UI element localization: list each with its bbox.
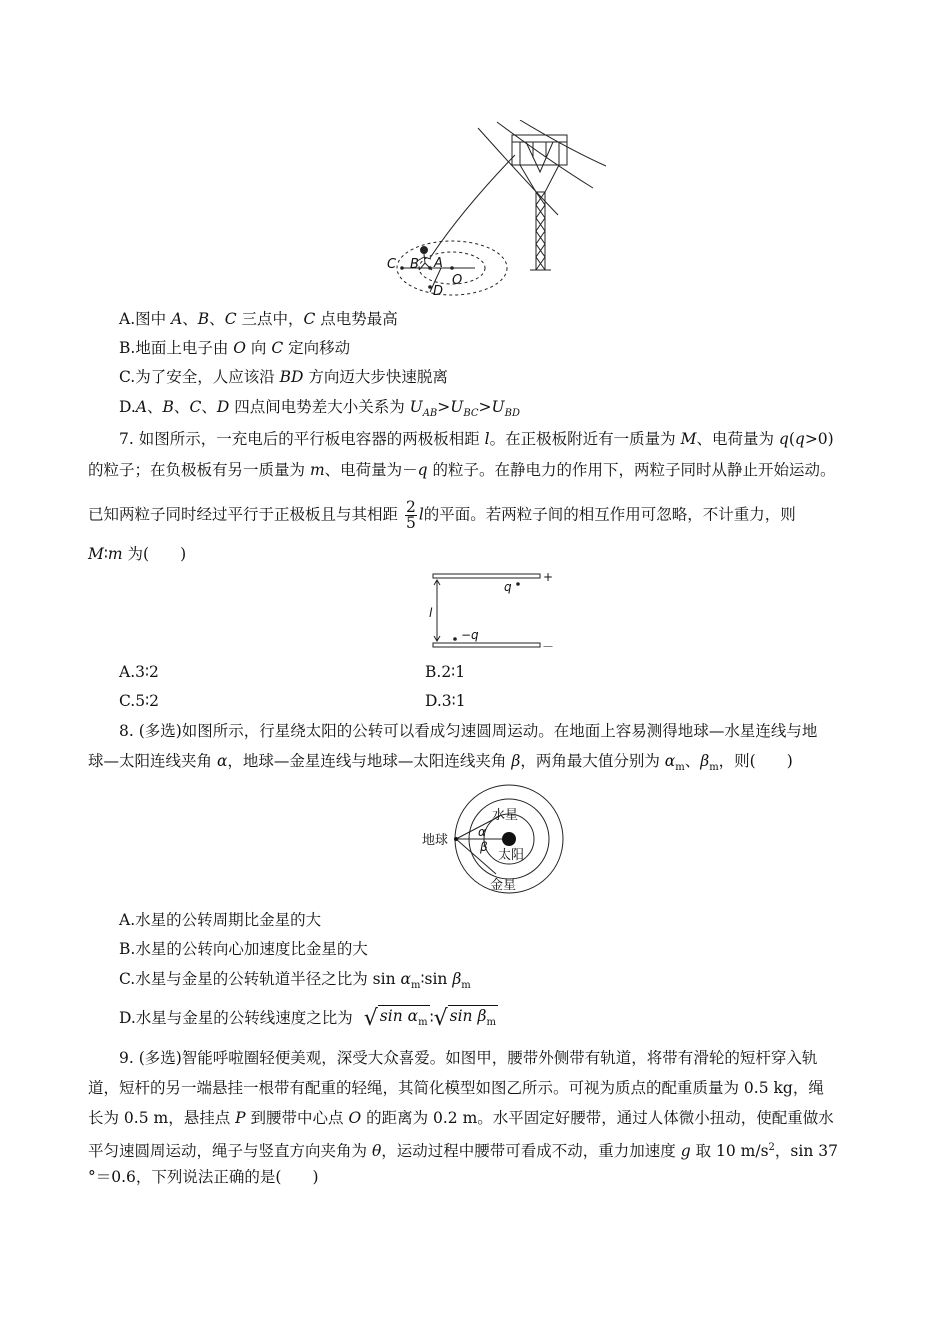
q9-line-4: 平匀速圆周运动，绳子与竖直方向夹角为 θ，运动过程中腰带可看成不动，重力加速度 g 取 10 $m/s^2$，sin 37 — [88, 1142, 838, 1161]
q6-option-d: D.A、B、C、D 四点间电势差大小关系为 $U_{AB}>U_{BC}>U_{BD}$ — [119, 398, 520, 420]
label-alpha: α — [478, 825, 486, 839]
sun-dot — [502, 832, 516, 846]
label-beta: β — [480, 840, 488, 854]
orbit-figure — [415, 782, 575, 897]
q6-option-c: C.为了安全，人应该沿 BD 方向迈大步快速脱离 — [119, 368, 448, 386]
distance-l: l — [429, 606, 433, 620]
label-earth: 地球 — [422, 833, 449, 848]
q6-option-b: B.地面上电子由 O 向 C 定向移动 — [119, 339, 351, 357]
label-B: B — [410, 257, 419, 272]
label-sun: 太阳 — [498, 848, 525, 863]
label-venus: 金星 — [490, 878, 517, 893]
label-A: A — [434, 256, 443, 271]
q8-option-d: D.水星与金星的公转线速度之比为 √ $\sin \alpha_m$ ∶√ $\sin \beta_m$ — [119, 1005, 498, 1033]
q7-line-2: 的粒子；在负极板有另一质量为 m、电荷量为－q 的粒子。在静电力的作用下，两粒子同时从静止开始运动。 — [88, 461, 836, 479]
sqrt-sin-beta: √ $\sin \beta_m$ — [434, 1005, 498, 1033]
label-D: D — [433, 284, 444, 299]
q8-option-a: A.水星的公转周期比金星的大 — [119, 911, 322, 929]
charge-q: q — [504, 580, 512, 594]
q8-option-b: B.水星的公转向心加速度比金星的大 — [119, 940, 368, 958]
sqrt-sin-alpha: √ $\sin \alpha_m$ — [364, 1005, 430, 1033]
capacitor-figure — [425, 566, 560, 656]
q7-line-3: 已知两粒子同时经过平行于正极板且与其相距 $\frac{2}{5}$ l的平面。若两粒子间的相互作用可忽略，不计重力，则 — [88, 498, 796, 532]
charge-neg-q: −q — [461, 628, 479, 642]
q9-line-2: 道，短杆的另一端悬挂一根带有配重的轻绳，其简化模型如图乙所示。可视为质点的配重质量为 0.5 kg，绳 — [88, 1079, 824, 1097]
q8-line-1: 8. (多选)如图所示，行星绕太阳的公转可以看成匀速圆周运动。在地面上容易测得地球—水星连线与地 — [119, 722, 818, 740]
q7-option-d: D.3∶1 — [425, 692, 466, 710]
q7-option-a: A.3∶2 — [119, 663, 159, 681]
q9-line-1: 9. (多选)智能呼啦圈轻便美观，深受大众喜爱。如图甲，腰带外侧带有轨道，将带有滑轮的短杆穿入轨 — [119, 1049, 818, 1067]
q7-option-b: B.2∶1 — [425, 663, 466, 681]
q9-line-5: °＝0.6，下列说法正确的是( ) — [88, 1168, 319, 1186]
q7-line-4: M∶m 为( ) — [88, 545, 187, 563]
plus-sign: + — [543, 570, 554, 584]
label-mercury: 水星 — [492, 808, 519, 823]
q8-option-c: C.水星与金星的公转轨道半径之比为 $\sin \alpha_m∶\sin$ $\beta_m$ — [119, 970, 471, 992]
label-O: O — [452, 273, 463, 288]
minus-sign: － — [542, 640, 555, 654]
q8-line-2: 球—太阳连线夹角 α，地球—金星连线与地球—太阳连线夹角 β，两角最大值分别为 $\alpha_m$、$\beta_m$，则( ) — [88, 752, 793, 774]
q9-line-3: 长为 0.5 m，悬挂点 P 到腰带中心点 O 的距离为 0.2 m。水平固定好腰带，通过人体微小扭动，使配重做水 — [88, 1109, 834, 1127]
fraction-two-fifths: $\frac{2}{5}$ — [405, 498, 416, 532]
earth-dot — [454, 837, 458, 841]
q7-line-1: 7. 如图所示，一充电后的平行板电容器的两极板相距 l。在正极板附近有一质量为 M、电荷量为 q(q>0) — [119, 430, 834, 448]
label-C: C — [387, 257, 397, 272]
q6-option-a: A.图中 A、B、C 三点中，C 点电势最高 — [119, 310, 398, 328]
tower-figure — [380, 120, 610, 300]
q7-option-c: C.5∶2 — [119, 692, 159, 710]
